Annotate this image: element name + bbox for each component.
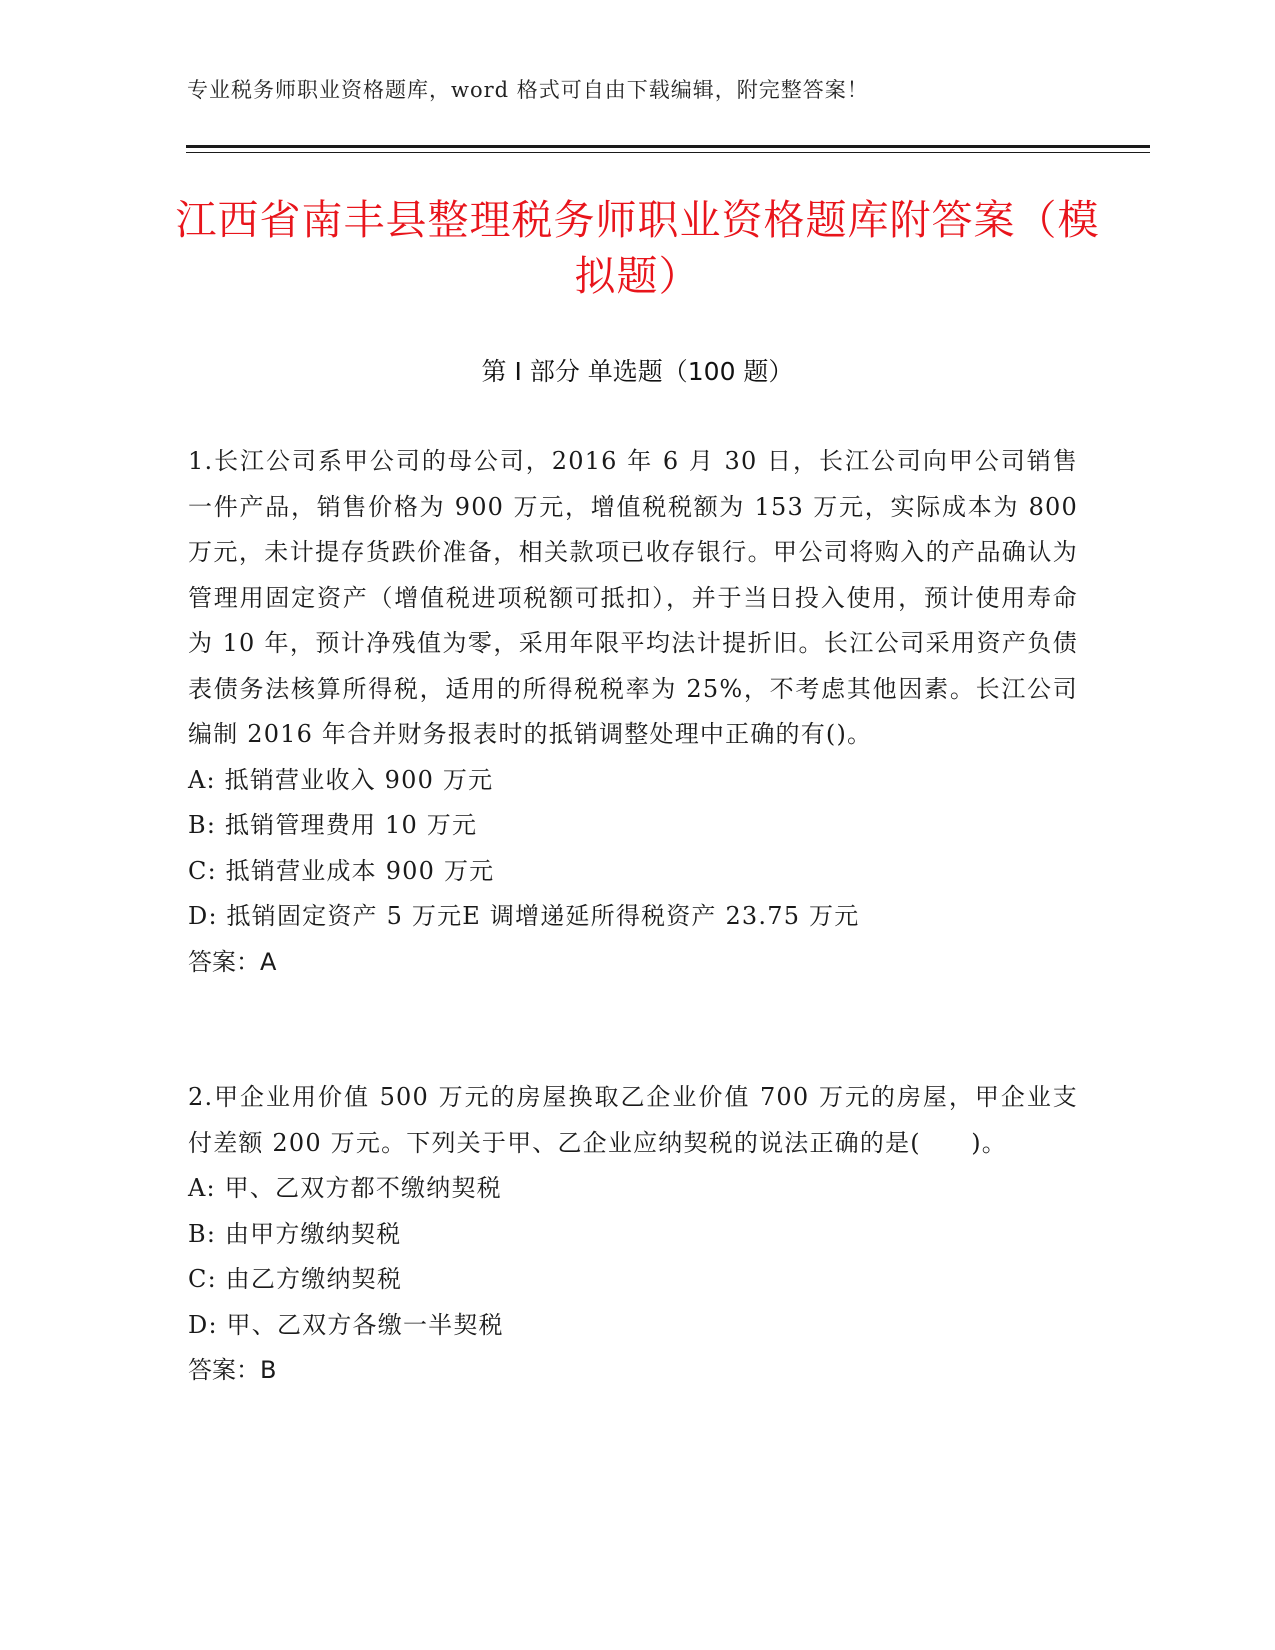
header-rule-thick (186, 145, 1150, 148)
option-c: C: 由乙方缴纳契税 (188, 1265, 403, 1293)
option-b: B: 抵销管理费用 10 万元 (188, 811, 478, 839)
option-b: B: 由甲方缴纳契税 (188, 1219, 402, 1248)
option-a: A: 抵销营业收入 900 万元 (188, 765, 494, 794)
header-rule-thin (186, 152, 1150, 153)
question-stem: 1.长江公司系甲公司的母公司，2016 年 6 月 30 日，长江公司向甲公司销售一件产品，销售价格为 900 万元，增值税税额为 153 万元，实际成本为 800 万元，未计提存货跌价准备，相关款项已收存银行。甲公司将购入的产品确认为管理用固定资产（增值税进项税额可抵扣），并于当日投入使用，预计使用寿命为 10 年，预计净残值为零，采用年限平均法计提折旧。长江公司采用资产负债表债务法核算所得税，适用的所得税税率为 25%，不考虑其他因素。长江公司编制 2016 年合并财务报表时的抵销调整处理中正确的有()。 (188, 447, 1078, 748)
section-heading: 第 I 部分 单选题（100 题） (481, 357, 794, 386)
question-stem: 2.甲企业用价值 500 万元的房屋换取乙企业价值 700 万元的房屋，甲企业支付差额 200 万元。下列关于甲、乙企业应纳契税的说法正确的是( )。 (188, 1083, 1078, 1157)
question-1 (188, 439, 1078, 985)
answer-line: 答案：A (188, 947, 277, 976)
option-d: D: 抵销固定资产 5 万元E 调增递延所得税资产 23.75 万元 (188, 902, 860, 930)
option-d: D: 甲、乙双方各缴一半契税 (188, 1310, 504, 1339)
header-note: 专业税务师职业资格题库，word 格式可自由下载编辑，附完整答案！ (187, 78, 869, 102)
option-a: A: 甲、乙双方都不缴纳契税 (188, 1174, 502, 1202)
question-2 (188, 1075, 1078, 1394)
document-title: 江西省南丰县整理税务师职业资格题库附答案（模拟题） (175, 196, 1100, 300)
option-c: C: 抵销营业成本 900 万元 (188, 856, 495, 885)
answer-line: 答案：B (188, 1356, 277, 1384)
